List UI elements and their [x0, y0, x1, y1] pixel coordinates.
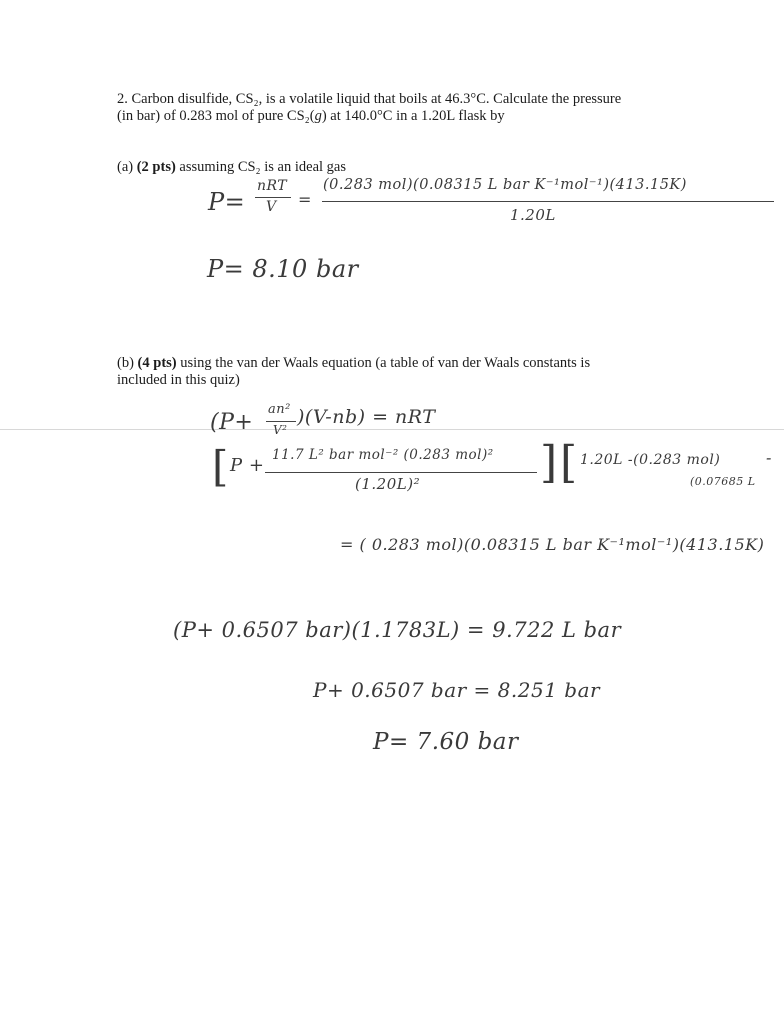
sub-open: P +: [230, 455, 265, 476]
step-2: P+ 0.6507 bar = 8.251 bar: [313, 678, 601, 702]
sub-fraction-line: [265, 472, 537, 473]
part-b-label: (b): [117, 355, 134, 371]
vdw-open: (P+: [210, 410, 254, 435]
sub-right: 1.20L -(0.283 mol): [580, 452, 721, 468]
scan-divider-line: [0, 429, 784, 430]
vdw-v2: V²: [273, 423, 288, 437]
part-b-points: (4 pts): [137, 355, 177, 371]
sub-trail: -: [766, 448, 772, 467]
part-a-numerator: (0.283 mol)(0.08315 L bar K⁻¹mol⁻¹)(413.15K): [323, 177, 687, 193]
part-b-result: P= 7.60 bar: [373, 729, 519, 755]
right-double-bracket: ]: [540, 437, 558, 488]
part-b-prompt-line-1: [117, 355, 590, 372]
vdw-an2: an²: [268, 402, 291, 417]
vdw-rest: )(V-nb) = nRT: [297, 406, 436, 428]
sub-denominator: (1.20L)²: [355, 475, 421, 493]
part-a-denominator: 1.20L: [510, 206, 556, 224]
part-a-eq: =: [298, 190, 312, 209]
left-bracket: [: [212, 442, 229, 491]
sub-right-note: (0.07685 L: [690, 475, 756, 488]
part-a-points: (2 pts): [136, 159, 176, 175]
part-a-label: (a): [117, 159, 134, 175]
question-line-2-post: ) at 140.0°C in a 1.20L flask by: [321, 108, 505, 124]
part-a-nrt: nRT: [257, 178, 288, 194]
question-line-2: [117, 108, 505, 125]
rhs-line: = ( 0.283 mol)(0.08315 L bar K⁻¹mol⁻¹)(413.15K): [340, 535, 765, 554]
right-open-bracket: [: [560, 437, 578, 488]
part-a-prompt: [117, 159, 346, 176]
part-b-prompt-line-2: included in this quiz): [117, 372, 240, 388]
question-line-2-pre: (in bar) of 0.283 mol of pure CS₂(: [117, 108, 315, 124]
part-b-text-line-1: using the van der Waals equation (a table of van der Waals constants is: [180, 355, 591, 371]
part-a-v: V: [266, 199, 277, 215]
part-a-text: assuming CS₂ is an ideal gas: [179, 159, 346, 175]
part-a-result: P= 8.10 bar: [207, 255, 359, 283]
sub-numerator: 11.7 L² bar mol⁻² (0.283 mol)²: [272, 447, 494, 463]
question-line-2-g: g: [314, 108, 322, 124]
part-a-fraction-line: [322, 201, 774, 202]
part-a-p-lhs: P=: [208, 188, 246, 216]
question-line-1: 2. Carbon disulfide, CS₂, is a volatile liquid that boils at 46.3°C. Calculate the pressure: [117, 91, 622, 107]
step-1: (P+ 0.6507 bar)(1.1783L) = 9.722 L bar: [173, 618, 622, 642]
